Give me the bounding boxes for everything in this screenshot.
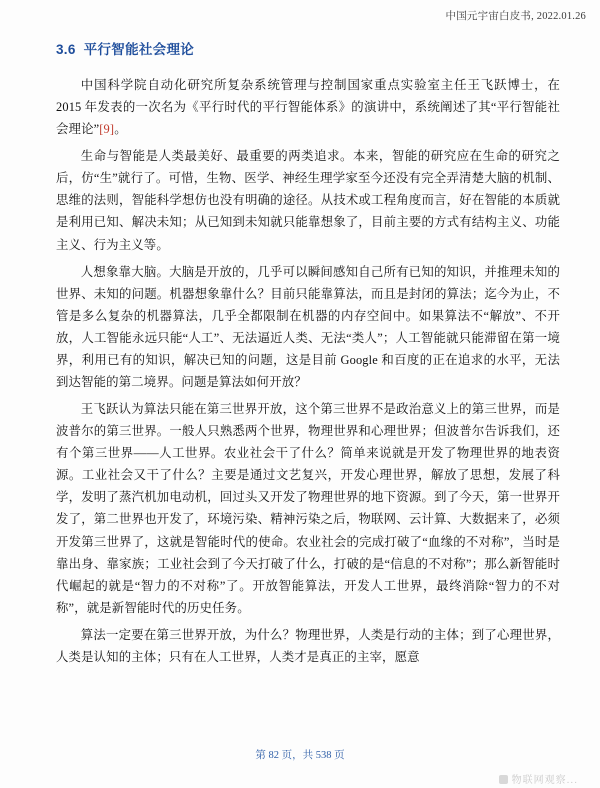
paragraph-1	[56, 74, 560, 140]
paragraph-3: 人想象靠大脑。大脑是开放的，几乎可以瞬间感知自己所有已知的知识，并推理未知的世界、未知的问题。机器想象靠什么？目前只能靠算法，而且是封闭的算法；迄今为止，不管是多么复杂的机器算法，几乎全都限制在机器的内存空间中。如果算法不“解放”、不开放，人工智能永远只能“人工”、无法逼近人类、无法“类人”；人工智能就只能滞留在第一境界，利用已有的知识，解决已知的问题，这是目前 Google 和百度的正在追求的水平，无法到达智能的第二境界。问题是算法如何开放？	[56, 264, 560, 390]
watermark	[499, 771, 578, 786]
page-header: 中国元宇宙白皮书, 2022.01.26	[445, 11, 586, 22]
paragraph-4: 王飞跃认为算法只能在第三世界开放，这个第三世界不是政治意义上的第三世界，而是波普尔的第三世界。一般人只熟悉两个世界，物理世界和心理世界；但波普尔告诉我们，还有个第三世界——人工世界。农业社会干了什么？简单来说就是开发了物理世界的地表资源。工业社会又干了什么？主要是通过文艺复兴，开发心理世界，解放了思想，发展了科学，发明了蒸汽机加电动机，回过头又开发了物理世界的地下资源。到了今天，第一世界开发了，第二世界也开发了，环境污染、精神污染之后，物联网、云计算、大数据来了，必须开发第三世界了，这就是智能时代的使命。农业社会的完成打破了“血缘的不对称”，当时是靠出身、靠家族；工业社会到了今天打破了什么，打破的是“信息的不对称”；那么新智能时代崛起的就是“智力的不对称”了。开放智能算法，开发人工世界，最终消除“智力的不对称”，就是新智能时代的历史任务。	[56, 402, 560, 615]
paragraph-5: 算法一定要在第三世界开放，为什么？物理世界，人类是行动的主体；到了心理世界，人类是认知的主体；只有在人工世界，人类才是真正的主宰，愿意	[56, 627, 560, 664]
section-heading	[56, 38, 560, 58]
citation-reference[interactable]: [9]	[99, 122, 115, 137]
page-content	[56, 38, 560, 673]
paragraph-1-tail: 。	[114, 122, 127, 137]
page-footer: 第 82 页，共 538 页	[255, 750, 345, 761]
paragraph-1-text: 中国科学院自动化研究所复杂系统管理与控制国家重点实验室主任王飞跃博士，在 2015 年发表的一次名为《平行时代的平行智能体系》的演讲中，系统阐述了其“平行智能社会理论”	[56, 78, 560, 137]
paragraph-2: 生命与智能是人类最美好、最重要的两类追求。本来，智能的研究应在生命的研究之后，仿“生”就行了。可惜，生物、医学、神经生理学家至今还没有完全弄清楚大脑的机制、思维的法则，智能科学想仿也没有明确的途径。从技术或工程角度而言，好在智能的本质就是利用已知、解决未知；从已知到未知就只能靠想象了，目前主要的方式有结构主义、功能主义、行为主义等。	[56, 149, 560, 252]
watermark-text: 物联网观察...	[511, 775, 578, 786]
watermark-logo-icon	[499, 775, 508, 784]
section-number: 3.6	[56, 42, 76, 57]
section-title-text: 平行智能社会理论	[83, 42, 195, 57]
